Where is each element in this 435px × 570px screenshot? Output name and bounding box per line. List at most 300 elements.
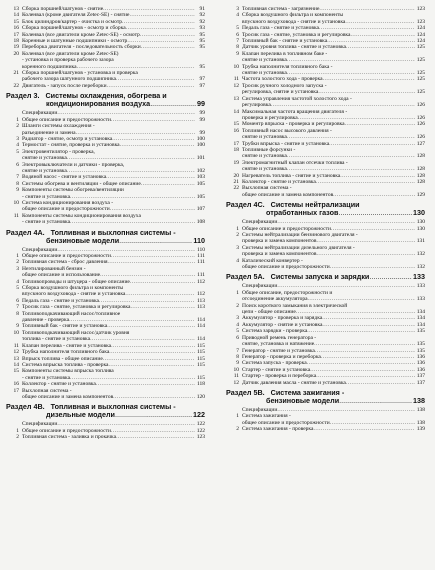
entry-title: Трубка наполнителя топливного бака: [22, 349, 110, 356]
entry-number: 8: [236, 44, 239, 51]
entry-number: 12: [233, 82, 239, 89]
entry-title: Выхлопная система -: [242, 185, 292, 192]
page-number: 135: [416, 347, 425, 354]
entry-number: 1: [236, 225, 239, 232]
entry-number: 12: [13, 349, 19, 356]
leader-dots: [345, 121, 415, 127]
page-number: 125: [416, 44, 425, 51]
entry-title: Общее описание, предосторожности и: [242, 289, 333, 296]
entry-number: 17: [13, 31, 19, 38]
page-number: 110: [196, 246, 205, 253]
entry-title: Общее описание и предосторожности: [242, 225, 331, 232]
page-number: 133: [413, 272, 425, 282]
toc-entry[interactable]: [6, 434, 205, 440]
entry-number: 1: [236, 289, 239, 296]
entry-number: 2: [16, 434, 19, 441]
entry-number: 3: [16, 135, 19, 142]
page-number: 137: [416, 373, 425, 380]
page-number: 111: [197, 259, 205, 266]
entry-title: Электровыключатели и датчики - проверка,: [22, 161, 125, 168]
entry-number: 10: [13, 199, 19, 206]
entry-title: Топливная система - сброс давления: [22, 259, 108, 266]
entry-number: 10: [233, 63, 239, 70]
entry-number: 6: [236, 31, 239, 38]
page-number: 95: [199, 44, 205, 51]
leader-dots: [277, 407, 415, 413]
page-number: 100: [196, 135, 205, 142]
entry-title: Блок цилиндров/картер - очистка и осмотр: [22, 18, 123, 25]
page-number: 105: [196, 193, 205, 200]
entry-title: Тросик ручного холодного запуска -: [242, 82, 327, 89]
entry-title: Системы нейтрализации дизельного двигателя -: [242, 244, 355, 251]
entry-title: Приводной ремень генератора -: [242, 334, 317, 341]
entry-number: 18: [13, 38, 19, 45]
page-number: 95: [199, 38, 205, 45]
page-number: 129: [416, 191, 425, 198]
entry-title: Коренные и шатунные подшипники - осмотр: [22, 38, 128, 45]
entry-title: Переборка двигателя - последовательность сборки: [22, 44, 141, 51]
entry-title: Коллектор - снятие и установка: [22, 381, 96, 388]
entry-title: Сборка воздушного фильтра и компоненты: [22, 285, 124, 292]
entry-title: Спецификации: [242, 219, 278, 226]
entry-title: проверка и регулировка: [242, 114, 298, 121]
entry-number: 4: [16, 278, 19, 285]
page-number: 113: [196, 304, 205, 311]
page-number: 126: [416, 114, 425, 121]
page-number: 102: [196, 167, 205, 174]
entry-number: 19: [13, 44, 19, 51]
entry-title: Система впрыска топлива - проверка: [22, 361, 109, 368]
entry-number: 17: [233, 140, 239, 147]
toc-entry[interactable]: [226, 380, 425, 386]
entry-title: - установка и проверка рабочего зазора: [22, 57, 114, 64]
entry-title: Трубки впрыска - снятие и установка: [242, 140, 330, 147]
entry-title: снятие и установка: [22, 167, 67, 174]
entry-title: Максимальная частота вращения двигателя -: [242, 108, 348, 115]
section-heading[interactable]: [6, 92, 205, 108]
page-number: 136: [416, 353, 425, 360]
section-label: Раздел 4B.: [6, 402, 45, 412]
page-number: 134: [416, 321, 425, 328]
leader-dots: [111, 117, 195, 123]
entry-title: Датчик уровня топлива - снятие и установка: [242, 44, 346, 51]
entry-number: 3: [236, 6, 239, 12]
entry-title: Стартер - снятие и установка: [242, 366, 311, 373]
entry-number: 10: [233, 366, 239, 373]
page-number: 100: [196, 142, 205, 149]
entry-title: проверка и замена компонентов: [242, 251, 317, 258]
entry-title: проверка и замена компонентов: [242, 238, 317, 245]
leader-dots: [113, 394, 195, 400]
page-number: 91: [199, 6, 205, 12]
entry-title: Шланги системы охлаждения -: [22, 123, 95, 130]
entry-title: - снятие и установка: [22, 193, 71, 200]
entry-number: 11: [13, 342, 19, 349]
entry-number: 20: [13, 50, 19, 57]
entry-title: Система управления частотой холостого хода -: [242, 95, 352, 102]
leader-dots: [339, 397, 412, 405]
page-number: 113: [196, 297, 205, 304]
page-number: 114: [196, 336, 205, 343]
page-number: 132: [416, 251, 425, 258]
page-number: 128: [416, 153, 425, 160]
page-number: 130: [413, 208, 425, 218]
entry-title: Общее описание и предосторожности: [22, 116, 111, 123]
section-label: Раздел 5A.: [226, 272, 265, 282]
page-number: 95: [199, 63, 205, 70]
entry-number: 22: [13, 82, 19, 89]
section-heading[interactable]: [6, 403, 205, 419]
entry-title: Спецификации: [22, 246, 58, 253]
leader-dots: [329, 141, 415, 147]
leader-dots: [150, 100, 196, 108]
entry-number: 17: [13, 387, 19, 394]
entry-number: 21: [233, 178, 239, 185]
page-number: 139: [416, 426, 425, 433]
section-title: Система зажигания -: [270, 387, 345, 397]
page-number: 107: [196, 206, 205, 213]
entry-title: топлива - снятие и установка: [22, 336, 91, 343]
entry-title: цепи - общее описание: [242, 309, 296, 316]
page-number: 133: [416, 296, 425, 303]
entry-number: 12: [233, 379, 239, 386]
section-title: Системы нейтрализации: [270, 200, 360, 210]
entry-title: Топливный бак - снятие и установка: [22, 323, 108, 330]
entry-title: Топливные форсунки -: [242, 146, 296, 153]
page-number: 103: [196, 174, 205, 181]
page-number: 126: [416, 121, 425, 128]
entry-number: 5: [16, 285, 19, 292]
entry-number: 19: [233, 159, 239, 166]
entry-number: 6: [236, 334, 239, 341]
entry-number: 7: [236, 347, 239, 354]
entry-title: Сборка поршней/шатунов - осмотр и сборка: [22, 25, 126, 32]
entry-title: впускного воздуховода - снятие и установка: [242, 18, 346, 25]
page-number: 131: [416, 238, 425, 245]
entry-number: 16: [13, 25, 19, 32]
entry-title: Компоненты системы впрыска топлива: [22, 368, 114, 375]
page-number: 115: [196, 349, 205, 356]
entry-number: 7: [236, 38, 239, 45]
entry-number: 3: [236, 315, 239, 322]
page-number: 105: [196, 180, 205, 187]
entry-number: 11: [233, 373, 239, 380]
entry-title: Моментр впрыска - проверка и регулировка: [242, 121, 345, 128]
toc-entry[interactable]: [6, 219, 205, 225]
entry-title: Системы нейтрализации бензинового двигателя -: [242, 232, 358, 238]
toc-entry[interactable]: [226, 426, 425, 432]
entry-number: 13: [233, 95, 239, 102]
entry-title: Радиатор - снятие, осмотр и установка: [22, 135, 113, 142]
entry-title: регулировка: [242, 102, 271, 109]
entry-title: Коленвал (все двигатели кроме Zetec-SE): [22, 50, 119, 57]
page-number: 125: [416, 70, 425, 77]
page-number: 123: [196, 434, 205, 441]
entry-title: снятие и установка: [242, 134, 287, 141]
entry-title: коренного подшипника: [22, 63, 77, 70]
entry-number: 3: [16, 265, 19, 272]
entry-title: Нагреватель топлива - снятие и установка: [242, 172, 341, 179]
entry-title: разъединение и замена: [22, 129, 76, 136]
section-heading[interactable]: [6, 229, 205, 245]
entry-number: 11: [233, 76, 239, 83]
toc-entry[interactable]: [226, 264, 425, 270]
entry-title: Системы обогрева и вентиляции - общее описание: [22, 180, 141, 187]
page-number: 92: [199, 12, 205, 19]
page-number: 122: [196, 427, 205, 434]
leader-dots: [338, 209, 412, 217]
leader-dots: [107, 259, 195, 265]
page-number: 122: [193, 410, 205, 420]
page-number: 111: [197, 272, 205, 279]
entry-title: Генератор - снятие и установка: [242, 347, 315, 354]
entry-title: Топливный насос высокого давления -: [242, 127, 332, 134]
page-number: 120: [196, 393, 205, 400]
entry-title: Спецификации: [242, 283, 278, 290]
entry-number: 9: [236, 360, 239, 367]
page-number: 124: [416, 31, 425, 38]
entry-title: Топливный бак - снятие и установка: [242, 38, 328, 45]
entry-number: 6: [16, 297, 19, 304]
entry-number: 4: [236, 12, 239, 19]
page-number: 115: [196, 342, 205, 349]
entry-title: Частота холостого хода - проверка: [242, 76, 323, 83]
leader-dots: [346, 380, 415, 386]
entry-title: Спецификации: [22, 421, 58, 428]
entry-title: Система зажигания -: [242, 413, 291, 420]
entry-title: Электровентилятор - проверка,: [22, 148, 95, 155]
page-number: 122: [196, 421, 205, 428]
entry-title: общее описание и замена компонентов: [22, 393, 114, 400]
page-number: 97: [199, 76, 205, 83]
entry-title: общее описание и предосторожности: [22, 206, 110, 213]
entry-number: 14: [13, 361, 19, 368]
section-heading[interactable]: [226, 273, 425, 281]
page-number: 123: [416, 18, 425, 25]
leader-dots: [316, 251, 415, 257]
section-label: Раздел 5B.: [226, 387, 265, 397]
entry-title: снятие и установка: [242, 166, 287, 173]
leader-dots: [130, 279, 195, 285]
page-number: 108: [196, 219, 205, 226]
leader-dots: [130, 304, 195, 310]
page-number: 99: [199, 129, 205, 136]
section-label: Раздел 4C.: [226, 200, 265, 210]
entry-title: впускного воздуховода - снятие и установка: [22, 291, 126, 298]
page-number: 137: [416, 379, 425, 386]
page-number: 138: [416, 419, 425, 426]
entry-number: 4: [16, 142, 19, 149]
entry-number: 14: [13, 12, 19, 19]
entry-title: Тросик газа - снятие, установка и регулировка: [22, 304, 131, 311]
entry-title: Поиск короткого замыкания в электрической: [242, 302, 348, 309]
entry-number: 13: [13, 6, 19, 12]
toc-entry[interactable]: [6, 83, 205, 89]
entry-number: 9: [236, 50, 239, 57]
page-number: 115: [196, 361, 205, 368]
entry-title: снятие и установка: [242, 57, 287, 64]
entry-title: Топливная система - заливка и прокачка: [22, 434, 117, 441]
entry-number: 11: [13, 212, 19, 219]
leader-dots: [323, 76, 415, 82]
leader-dots: [116, 434, 195, 440]
section-heading[interactable]: [226, 201, 425, 217]
section-title: Топливная и выхлопная системы -: [50, 227, 176, 237]
entry-number: 13: [13, 355, 19, 362]
page-number: 112: [196, 278, 205, 285]
entry-title: Система кондиционирования воздуха -: [22, 199, 114, 206]
toc-entry[interactable]: [6, 394, 205, 400]
page-number: 110: [193, 235, 205, 245]
entry-title: Двигатель - запуск после переборки: [22, 82, 107, 89]
page-number: 92: [199, 18, 205, 25]
page-number: 134: [416, 309, 425, 316]
entry-title: Термостат - снятие, проверка и установка: [22, 142, 120, 149]
entry-title: Топливная система - загрязнение: [242, 6, 320, 12]
entry-title: Неэтилированный бензин -: [22, 265, 86, 272]
entry-number: 8: [16, 180, 19, 187]
page-number: 125: [416, 57, 425, 64]
page-number: 123: [416, 6, 425, 12]
section-title: Системы запуска и зарядки: [270, 272, 370, 282]
entry-number: 16: [233, 127, 239, 134]
entry-number: 2: [236, 232, 239, 238]
page-number: 125: [416, 76, 425, 83]
entry-title: снятие, установка и натяжение: [242, 341, 315, 348]
entry-title: общее описание и предосторожности: [242, 419, 330, 426]
page-number: 127: [416, 140, 425, 147]
leader-dots: [96, 381, 195, 387]
entry-title: Аккумулятор - проверка и зарядка: [242, 315, 323, 322]
page-number: 136: [416, 366, 425, 373]
entry-title: Общее описание и предосторожности: [22, 427, 111, 434]
entry-title: Впрыск топлива - общее описание: [22, 355, 103, 362]
leader-dots: [141, 181, 195, 187]
entry-number: 2: [16, 123, 19, 130]
entry-title: Коленвал (все двигатели кроме Zetec-SE) - осмотр: [22, 31, 140, 38]
page-number: 101: [196, 155, 205, 162]
page-number: 128: [416, 166, 425, 173]
entry-number: 4: [236, 321, 239, 328]
entry-title: отсоединение аккумулятора: [242, 296, 308, 303]
entry-number: 8: [16, 310, 19, 317]
entry-title: - снятие и установка: [22, 219, 71, 226]
entry-number: 2: [236, 426, 239, 433]
entry-number: 2: [16, 259, 19, 266]
leader-dots: [120, 142, 195, 148]
section-title-continued: бензиновые модели: [46, 235, 120, 245]
entry-number: 9: [16, 323, 19, 330]
entry-number: 9: [16, 187, 19, 194]
entry-title: Клапан перелива в топливном баке -: [242, 50, 328, 57]
section-title-continued: дизельные модели: [46, 410, 115, 420]
entry-title: Выхлопная система -: [22, 387, 72, 394]
leader-dots: [330, 264, 415, 270]
toc-left-column: [6, 6, 205, 441]
page-number: 115: [196, 374, 205, 381]
page-number: 93: [199, 25, 205, 32]
section-heading[interactable]: [226, 389, 425, 405]
entry-title: Спецификации: [242, 406, 278, 413]
page-number: 125: [416, 89, 425, 96]
leader-dots: [119, 237, 192, 245]
entry-number: 22: [233, 185, 239, 192]
page-number: 130: [416, 219, 425, 226]
entry-title: Коллектор - снятие и установка: [242, 178, 316, 185]
page-number: 115: [196, 355, 205, 362]
entry-title: снятие и установка: [242, 153, 287, 160]
entry-number: 4: [236, 257, 239, 264]
page-number: 112: [196, 291, 205, 298]
page-number: 128: [416, 172, 425, 179]
entry-number: 1: [16, 253, 19, 259]
entry-title: Датчик давления масла - снятие и установка: [242, 379, 346, 386]
page-number: 132: [416, 264, 425, 271]
entry-title: Сборка поршней/шатунов - установка и проверка: [22, 70, 138, 77]
toc-entry[interactable]: [226, 192, 425, 198]
entry-number: 14: [233, 108, 239, 115]
entry-title: Сборка поршней/шатунов - снятие: [22, 6, 104, 12]
entry-title: давление - проверка: [22, 317, 70, 324]
entry-title: Компоненты системы кондиционирования воздуха: [22, 212, 141, 219]
entry-title: Педаль газа - снятие и установка: [242, 25, 319, 32]
section-title-continued: отработанных газов: [266, 208, 339, 218]
entry-title: Топливоподкачивающий насос/датчик уровня: [22, 329, 130, 336]
leader-dots: [316, 179, 415, 185]
toc-right-column: [226, 6, 425, 433]
page-number: 99: [197, 99, 205, 109]
page-number: 138: [416, 406, 425, 413]
leader-dots: [108, 362, 195, 368]
entry-title: Система запуска - проверка: [242, 360, 307, 367]
section-title-continued: кондиционирования воздуха: [46, 99, 151, 109]
page-number: 99: [199, 116, 205, 123]
entry-number: 7: [16, 304, 19, 311]
entry-number: 5: [236, 25, 239, 32]
section-title-continued: бензиновые модели: [266, 395, 340, 405]
entry-number: 1: [16, 427, 19, 434]
entry-title: общее описание и замена компонентов: [242, 191, 334, 198]
entry-title: Трубка наполнителя топливного бака -: [242, 63, 333, 70]
section-title: Системы охлаждения, обогрева и: [45, 91, 167, 101]
entry-number: 10: [13, 329, 19, 336]
entry-number: 18: [233, 146, 239, 153]
entry-number: 3: [236, 244, 239, 251]
page-number: 135: [416, 341, 425, 348]
entry-title: - снятие и установка: [22, 374, 71, 381]
entry-number: 5: [16, 148, 19, 155]
section-label: Раздел 4A.: [6, 227, 45, 237]
page-number: 114: [196, 323, 205, 330]
page-number: 128: [416, 178, 425, 185]
entry-title: Стартер - проверка и переборка: [242, 373, 317, 380]
entry-title: Сборка воздушного фильтра и компоненты: [242, 12, 344, 19]
leader-dots: [346, 44, 415, 50]
entry-title: Аккумулятор - снятие и установка: [242, 321, 323, 328]
entry-number: 15: [233, 121, 239, 128]
entry-number: 7: [16, 174, 19, 181]
entry-title: Генератор - проверка и переборка: [242, 353, 321, 360]
section-label: Раздел 3.: [6, 91, 40, 101]
entry-title: рабочего зазора шатунного подшипника: [22, 76, 116, 83]
page-number: 135: [416, 328, 425, 335]
page-number: 136: [416, 360, 425, 367]
entry-number: 2: [236, 302, 239, 309]
leader-dots: [115, 411, 192, 419]
entry-title: Общее описание и предосторожности: [22, 253, 111, 259]
entry-title: снятие и установка: [22, 155, 67, 162]
entry-number: 15: [13, 368, 19, 375]
